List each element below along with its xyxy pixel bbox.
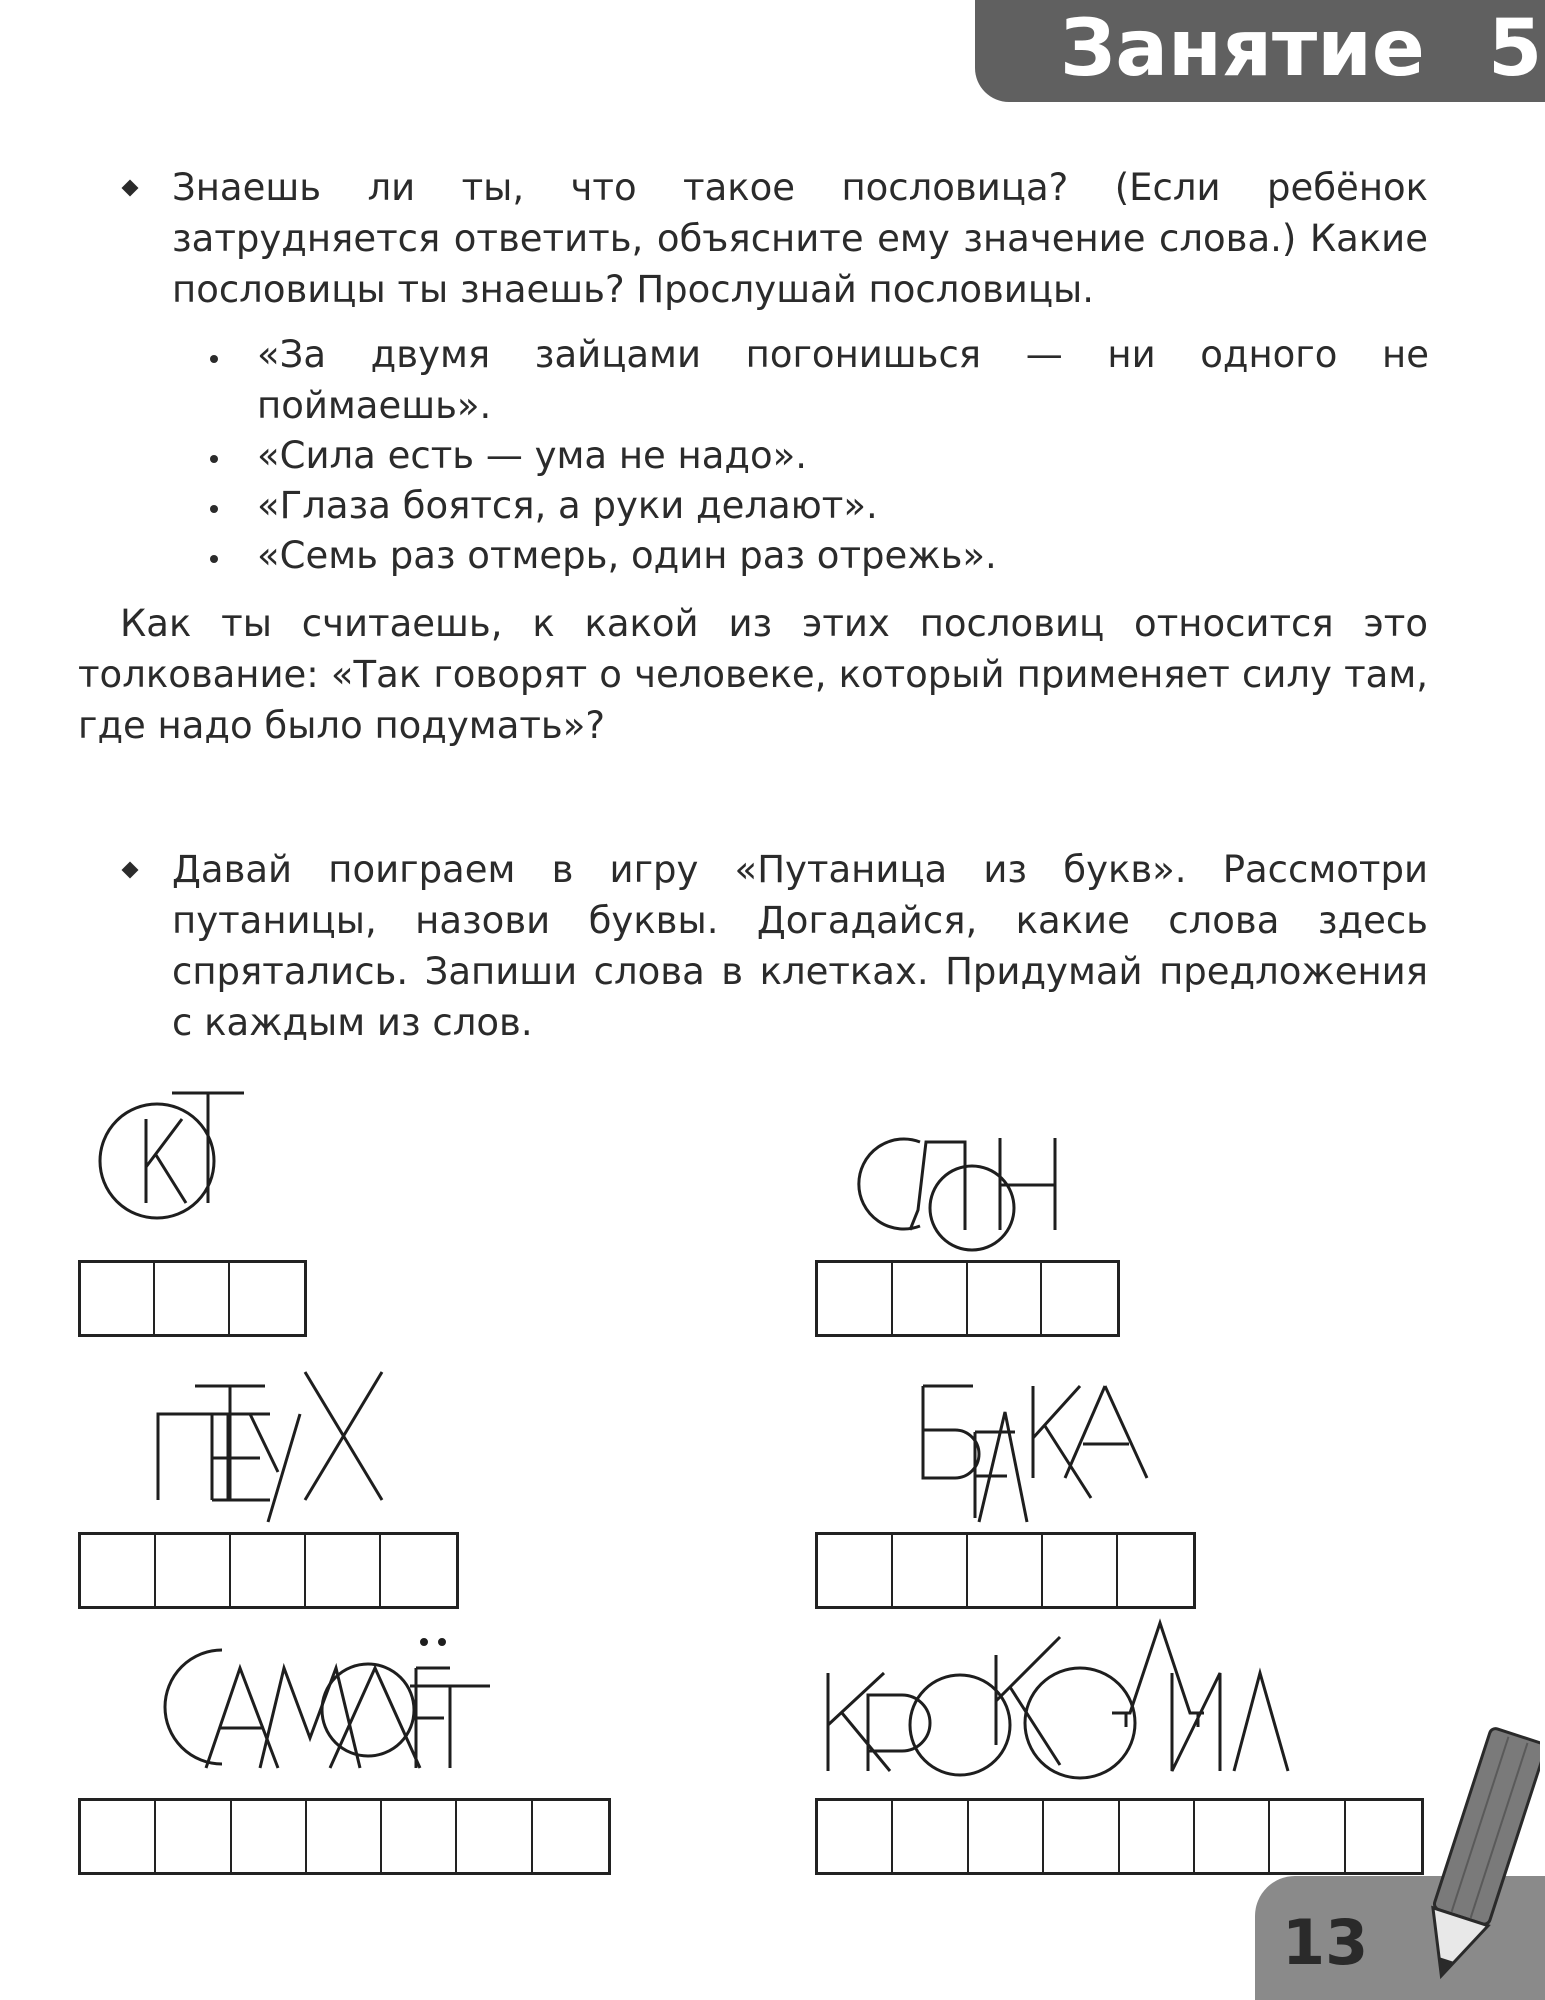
letter-l — [1234, 1673, 1288, 1771]
answer-cell[interactable] — [968, 1263, 1043, 1334]
answer-cell[interactable] — [893, 1535, 968, 1606]
answer-cell[interactable] — [156, 1535, 231, 1606]
answer-cell[interactable] — [818, 1263, 893, 1334]
answer-cell[interactable] — [1042, 1263, 1117, 1334]
puzzle-cat-letters — [100, 1085, 270, 1245]
letter-r — [868, 1695, 930, 1771]
answer-cell[interactable] — [457, 1801, 532, 1872]
proverb-bullet — [210, 455, 218, 463]
answer-grid-cat[interactable] — [78, 1260, 307, 1337]
proverb-4: «Семь раз отмерь, один раз отрежь». — [257, 534, 997, 577]
answer-cell[interactable] — [307, 1801, 382, 1872]
letter-a — [1065, 1386, 1147, 1478]
letter-t — [410, 1686, 490, 1768]
answer-cell[interactable] — [968, 1535, 1043, 1606]
letter-e — [212, 1414, 270, 1500]
task2-diamond-bullet — [122, 862, 139, 879]
answer-grid-crocodile[interactable] — [815, 1798, 1424, 1875]
proverb-bullet — [210, 505, 218, 513]
answer-cell[interactable] — [1346, 1801, 1421, 1872]
letter-a — [206, 1668, 278, 1768]
pencil-icon — [1420, 1720, 1540, 2000]
answer-cell[interactable] — [1120, 1801, 1195, 1872]
proverb-bullet — [210, 555, 218, 563]
answer-cell[interactable] — [81, 1801, 156, 1872]
letter-n — [1000, 1138, 1055, 1230]
answer-cell[interactable] — [81, 1535, 156, 1606]
answer-cell[interactable] — [230, 1263, 304, 1334]
letter-k — [828, 1673, 890, 1771]
letter-s — [859, 1139, 920, 1229]
answer-cell[interactable] — [1270, 1801, 1345, 1872]
proverb-1: «За двумя зайцами погонишься — ни одного не поймаешь». — [257, 333, 1429, 427]
answer-grid-squirrel[interactable] — [815, 1532, 1196, 1609]
task2-intro: Давай поиграем в игру «Путаница из букв». Рассмотри путаницы, назови буквы. Догадайся, какие слова здесь спрятались. Запиши слова в клетках. Придумай предложения с каждым из слов. — [172, 848, 1428, 1044]
answer-cell[interactable] — [1118, 1535, 1193, 1606]
letter-d — [1112, 1623, 1204, 1727]
letter-o2 — [1025, 1668, 1135, 1778]
puzzle-airplane-letters — [160, 1628, 490, 1788]
answer-cell[interactable] — [231, 1535, 306, 1606]
answer-cell[interactable] — [893, 1263, 968, 1334]
letter-o — [322, 1664, 414, 1756]
answer-cell[interactable] — [893, 1801, 968, 1872]
answer-grid-rooster[interactable] — [78, 1532, 459, 1609]
letter-h — [305, 1372, 382, 1500]
answer-grid-airplane[interactable] — [78, 1798, 611, 1875]
letter-m — [260, 1668, 360, 1768]
answer-cell[interactable] — [382, 1801, 457, 1872]
puzzle-rooster-letters — [150, 1372, 400, 1532]
answer-cell[interactable] — [232, 1801, 307, 1872]
letter-yo — [416, 1640, 450, 1769]
answer-cell[interactable] — [818, 1801, 893, 1872]
puzzle-crocodile-letters — [820, 1615, 1300, 1805]
proverb-3: «Глаза боятся, а руки делают». — [257, 484, 878, 527]
proverb-bullet — [210, 355, 218, 363]
letter-b — [923, 1386, 979, 1478]
puzzle-elephant-letters — [860, 1130, 1080, 1260]
answer-cell[interactable] — [81, 1263, 155, 1334]
letter-u — [250, 1414, 300, 1522]
letter-o — [100, 1104, 214, 1218]
answer-cell[interactable] — [1044, 1801, 1119, 1872]
page-number: 13 — [1282, 1906, 1369, 1979]
lesson-number: 5 — [1488, 4, 1543, 94]
answer-cell[interactable] — [155, 1263, 229, 1334]
answer-cell[interactable] — [1195, 1801, 1270, 1872]
letter-l — [979, 1412, 1027, 1522]
answer-grid-elephant[interactable] — [815, 1260, 1120, 1337]
letter-k — [1033, 1386, 1091, 1498]
puzzle-squirrel-letters — [915, 1372, 1165, 1532]
lesson-title: Занятие — [1060, 4, 1425, 94]
answer-cell[interactable] — [306, 1535, 381, 1606]
answer-cell[interactable] — [1043, 1535, 1118, 1606]
answer-cell[interactable] — [156, 1801, 231, 1872]
answer-cell[interactable] — [381, 1535, 456, 1606]
letter-i — [1172, 1673, 1220, 1771]
letter-t — [195, 1386, 265, 1500]
task1-question: Как ты считаешь, к какой из этих пословиц относится это толкование: «Так говорят о человеке, который применяет силу там, где надо было подумать»? — [78, 602, 1428, 747]
answer-cell[interactable] — [818, 1535, 893, 1606]
letter-e — [975, 1432, 1015, 1518]
proverb-2: «Сила есть — ума не надо». — [257, 434, 808, 477]
task1-intro: Знаешь ли ты, что такое пословица? (Если ребёнок затрудняется ответить, объясните ему значение слова.) Какие пословицы ты знаешь? Прослушай пословицы. — [172, 166, 1428, 311]
answer-cell[interactable] — [533, 1801, 608, 1872]
task1-diamond-bullet — [122, 180, 139, 197]
letter-k — [146, 1119, 186, 1203]
answer-cell[interactable] — [969, 1801, 1044, 1872]
